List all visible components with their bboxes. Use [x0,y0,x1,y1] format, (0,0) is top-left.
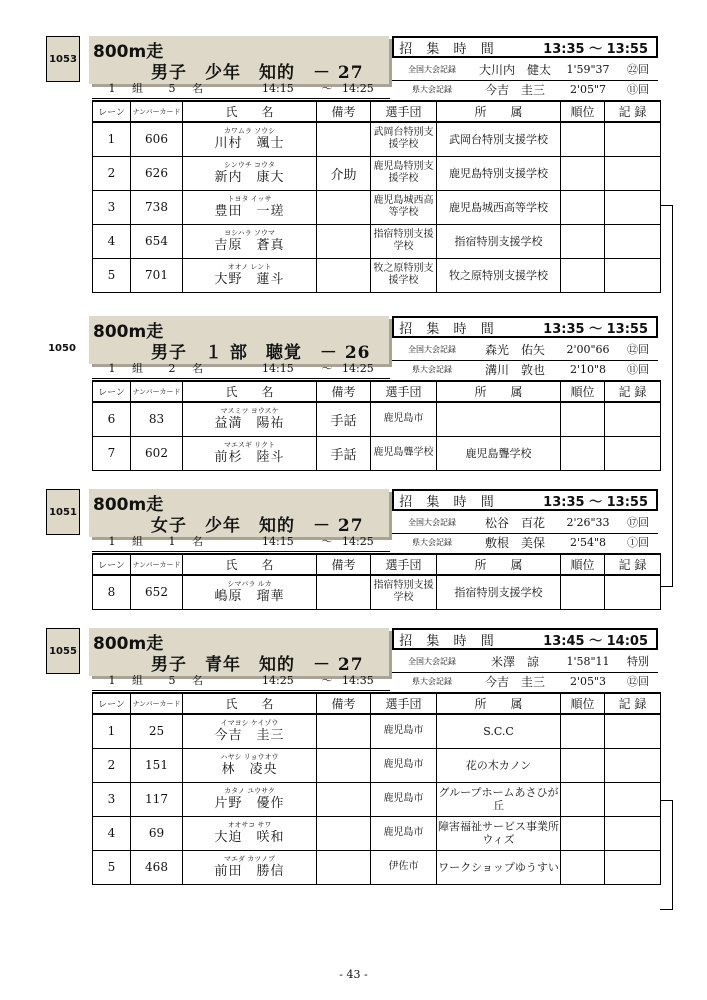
event-sub [40,78,660,100]
heat-row: 1 組 5 名 14:15 ～ 14:25 [92,78,390,99]
call-time-row: 招 集 時 間 13:35 ～ 13:55 [392,489,658,511]
call-time-row: 招 集 時 間 13:45 ～ 14:05 [392,628,658,650]
event-title [89,316,389,364]
record-row: 全国大会記録 松谷 百花 2'26"33 ⑰回 [392,511,658,534]
record-row: 県大会記録 敷根 美保 2'54"8 ①回 [392,531,658,554]
call-time: 13:35 ～ 13:55 [543,41,648,57]
event-distance: 800m走 [93,495,164,515]
table-row: 8 652 シマバラ ルカ 嶋原 瑠華 指宿特別支援学校 指宿特別支援学校 [93,575,661,609]
heat-row: 1 組 5 名 14:25 ～ 14:35 [92,670,390,691]
record-row: 全国大会記録 森光 佑矢 2'00"66 ⑫回 [392,338,658,361]
event-distance: 800m走 [93,634,164,654]
call-time: 13:35 ～ 13:55 [543,321,648,337]
record-row: 全国大会記録 大川内 健太 1'59"37 ㉒回 [392,58,658,81]
record-row: 県大会記録 溝川 敦也 2'10"8 ⑪回 [392,358,658,381]
event-info [392,628,658,673]
event-number: 1050 [48,342,76,354]
table-row: 7 602 マエスギ リクト 前杉 陸斗 手話 鹿児島聾学校 鹿児島聾学校 [93,436,661,470]
table-row: 2 151 ハヤシ リョウオウ 林 凌央 鹿児島市 花の木カノン [93,748,661,782]
heat-bracket [660,205,673,587]
entries-table [92,553,661,610]
record-row: 全国大会記録 米澤 諒 1'58"11 特別 [392,650,658,673]
event-info [392,316,658,361]
event-category: 男子 １ 部 聴覚 － 26 [151,343,371,363]
event-title [89,36,389,84]
table-row: 4 654 ヨシハラ ソウマ 吉原 蒼真 指宿特別支援学校 指宿特別支援学校 [93,224,661,258]
table-row: 1 606 カワムラ ソウシ 川村 颯士 武岡台特別支援学校 武岡台特別支援学校 [93,122,661,156]
table-row: 3 117 カタノ ユウサク 片野 優作 鹿児島市 グループホームあさひが丘 [93,782,661,816]
heat-row: 1 組 1 名 14:15 ～ 14:25 [92,531,390,552]
table-header: レーン ナンバーカード 氏 名 備考 選手団 所 属 順位 記 録 [93,554,661,575]
record-row: 県大会記録 今吉 圭三 2'05"3 ⑫回 [392,670,658,693]
event-distance: 800m走 [93,42,164,62]
event-number: 1051 [46,489,80,535]
table-header: レーン ナンバーカード 氏 名 備考 選手団 所 属 順位 記 録 [93,381,661,402]
event-title [89,489,389,537]
event-category: 女子 少年 知的 － 27 [151,516,364,536]
event-category: 男子 青年 知的 － 27 [151,655,364,675]
event-info [392,489,658,534]
table-row: 4 69 オオサコ サワ 大迫 咲和 鹿児島市 障害福祉サービス事業所ウィズ [93,816,661,850]
event-title [89,628,389,676]
call-time-row: 招 集 時 間 13:35 ～ 13:55 [392,316,658,338]
table-row: 2 626 シンウチ コウタ 新内 康大 介助 鹿児島特別支援学校 鹿児島特別支援学校 [93,156,661,190]
call-time: 13:45 ～ 14:05 [543,633,648,649]
table-row: 1 25 イマヨシ ケイゾウ 今吉 圭三 鹿児島市 S.C.C [93,714,661,748]
entries-table [92,380,661,471]
event-distance: 800m走 [93,322,164,342]
table-row: 3 738 トヨタ イッサ 豊田 一瑳 鹿児島城西高等学校 鹿児島城西高等学校 [93,190,661,224]
entries-table [92,100,661,293]
table-row: 5 701 オオノ レント 大野 蓮斗 牧之原特別支援学校 牧之原特別支援学校 [93,258,661,292]
table-header: レーン ナンバーカード 氏 名 備考 選手団 所 属 順位 記 録 [93,693,661,714]
record-row: 県大会記録 今吉 圭三 2'05"7 ⑪回 [392,78,658,101]
event-category: 男子 少年 知的 － 27 [151,63,364,83]
event-number: 1053 [46,36,80,82]
event-info [392,36,658,81]
table-row: 6 83 マスミツ ヨウスケ 益満 陽祐 手話 鹿児島市 [93,402,661,436]
event-sub [40,531,660,553]
event-sub [40,670,660,692]
call-time: 13:35 ～ 13:55 [543,494,648,510]
page-number: - 43 - [339,968,368,981]
event-sub [40,358,660,380]
event-number: 1055 [46,628,80,674]
heat-bracket [660,800,673,910]
heat-row: 1 組 2 名 14:15 ～ 14:25 [92,358,390,379]
table-header: レーン ナンバーカード 氏 名 備考 選手団 所 属 順位 記 録 [93,101,661,122]
entries-table [92,692,661,885]
call-time-row: 招 集 時 間 13:35 ～ 13:55 [392,36,658,58]
table-row: 5 468 マエダ カツノブ 前田 勝信 伊佐市 ワークショップゆうすい [93,850,661,884]
